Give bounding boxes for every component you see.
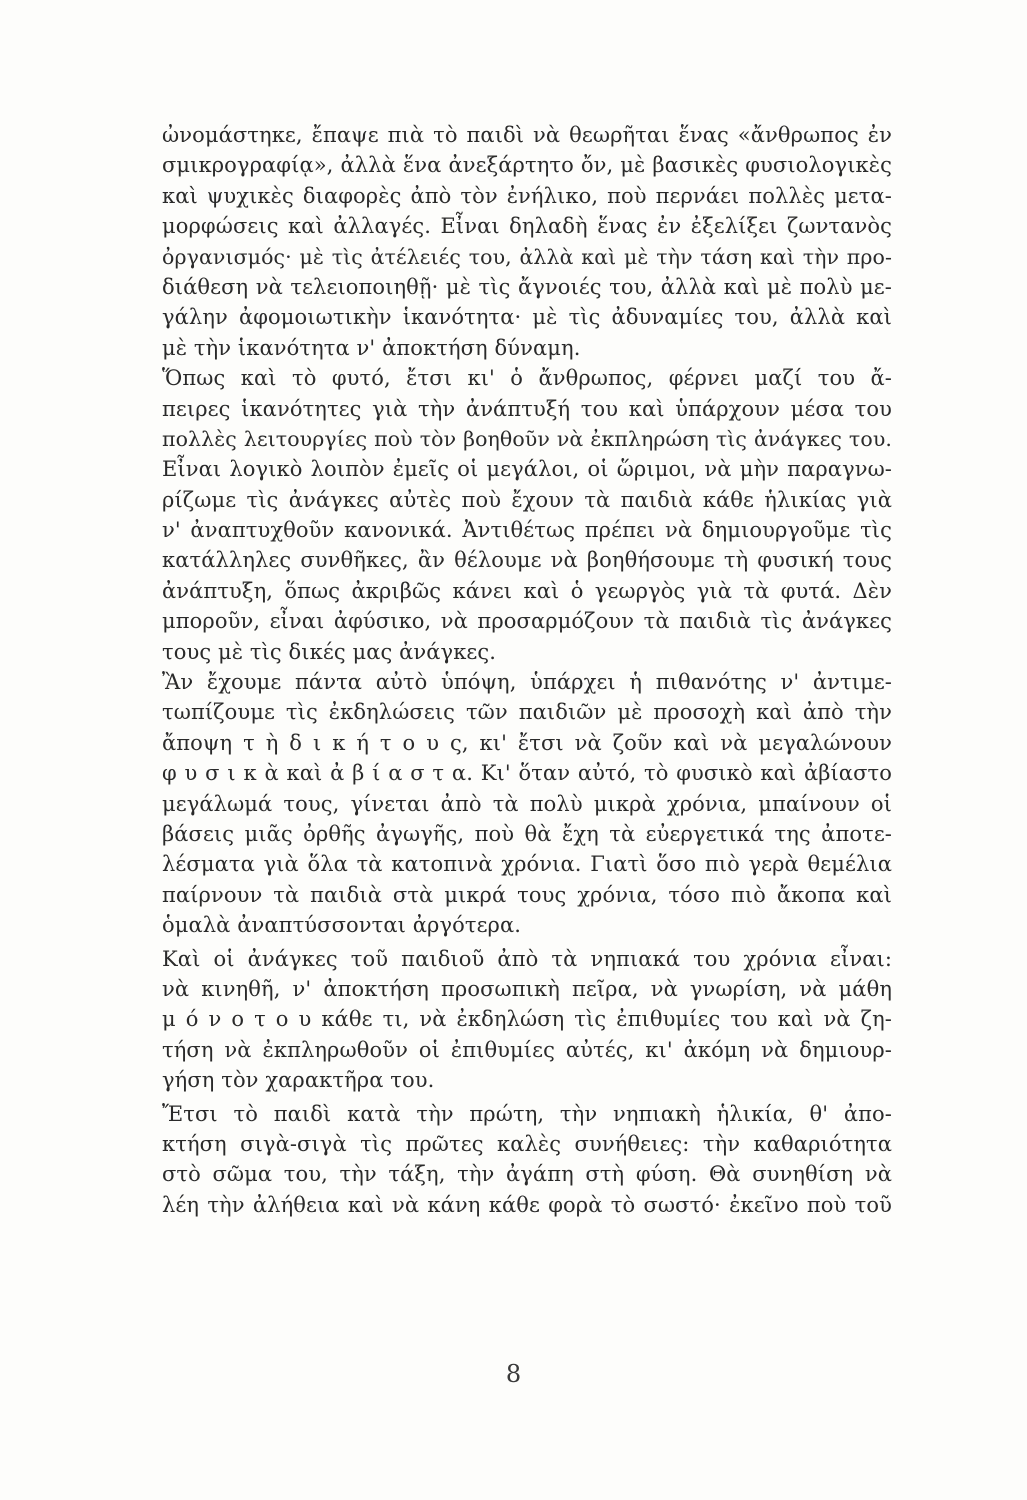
text-line: ὀργανισμός· μὲ τὶς ἀτέλειές του, ἀλλὰ καὶ μὲ τὴν τάση καὶ τὴν προ- [162, 244, 892, 269]
text-line: νὰ κινηθῆ, ν' ἀποκτήση προσωπικὴ πεῖρα, νὰ γνωρίση, νὰ μάθη [162, 976, 892, 1001]
text-line: ν' ἀναπτυχθοῦν κανονικά. Ἀντιθέτως πρέπει νὰ δημιουργοῦμε τὶς [162, 518, 892, 543]
text-line: Ἂν ἔχουμε πάντα αὐτὸ ὑπόψη, ὑπάρχει ἡ πιθανότης ν' ἀντιμε- [162, 670, 892, 695]
text-line: λέη τὴν ἀλήθεια καὶ νὰ κάνη κάθε φορὰ τὸ σωστό· ἐκεῖνο ποὺ τοῦ [162, 1192, 892, 1217]
text-line: ἄποψη τ ὴ δ ι κ ή τ ο υ ς, κι' ἔτσι νὰ ζοῦν καὶ νὰ μεγαλώνουν [162, 730, 892, 755]
text-line: παίρνουν τὰ παιδιὰ στὰ μικρά τους χρόνια, τόσο πιὸ ἄκοπα καὶ [162, 882, 892, 907]
text-line: μεγάλωμά τους, γίνεται ἀπὸ τὰ πολὺ μικρὰ χρόνια, μπαίνουν οἱ [162, 791, 892, 816]
text-line: πειρες ἱκανότητες γιὰ τὴν ἀνάπτυξή του καὶ ὑπάρχουν μέσα του [162, 396, 892, 421]
text-line: Εἶναι λογικὸ λοιπὸν ἐμεῖς οἱ μεγάλοι, οἱ ὥριμοι, νὰ μὴν παραγνω- [162, 457, 892, 482]
text-line: καὶ ψυχικὲς διαφορὲς ἀπὸ τὸν ἐνήλικο, ποὺ περνάει πολλὲς μετα- [162, 183, 892, 208]
text-line: τωπίζουμε τὶς ἐκδηλώσεις τῶν παιδιῶν μὲ προσοχὴ καὶ ἀπὸ τὴν [162, 700, 892, 725]
text-line: φ υ σ ι κ ὰ καὶ ἀ β ί α σ τ α. Κι' ὅταν αὐτό, τὸ φυσικὸ καὶ ἀβίαστο [162, 761, 892, 786]
text-line: ὁμαλὰ ἀναπτύσσονται ἀργότερα. [162, 913, 522, 938]
text-line: βάσεις μιᾶς ὀρθῆς ἀγωγῆς, ποὺ θὰ ἔχη τὰ εὐεργετικά της ἀποτε- [162, 821, 892, 846]
text-line: κτήση σιγὰ-σιγὰ τὶς πρῶτες καλὲς συνήθειες: τὴν καθαριότητα [162, 1131, 892, 1156]
text-line: μποροῦν, εἶναι ἀφύσικο, νὰ προσαρμόζουν τὰ παιδιὰ τὶς ἀνάγκες [162, 609, 892, 634]
text-line: μὲ τὴν ἱκανότητα ν' ἀποκτήση δύναμη. [162, 335, 581, 360]
text-line: γήση τὸν χαρακτῆρα του. [162, 1068, 435, 1093]
text-line: Καὶ οἱ ἀνάγκες τοῦ παιδιοῦ ἀπὸ τὰ νηπιακά του χρόνια εἶναι: [162, 946, 892, 971]
text-line: Ὅπως καὶ τὸ φυτό, ἔτσι κι' ὁ ἄνθρωπος, φέρνει μαζί του ἄ- [162, 366, 892, 391]
text-line: τους μὲ τὶς δικές μας ἀνάγκες. [162, 639, 497, 664]
page-number: 8 [505, 1360, 522, 1388]
text-line: ρίζωμε τὶς ἀνάγκες αὐτὲς ποὺ ἔχουν τὰ παιδιὰ κάθε ἡλικίας γιὰ [162, 487, 892, 512]
text-line: σμικρογραφίᾳ», ἀλλὰ ἕνα ἀνεξάρτητο ὄν, μὲ βασικὲς φυσιολογικὲς [162, 153, 892, 178]
text-line: πολλὲς λειτουργίες ποὺ τὸν βοηθοῦν νὰ ἐκπληρώση τὶς ἀνάγκες του. [162, 426, 892, 451]
text-line: λέσματα γιὰ ὅλα τὰ κατοπινὰ χρόνια. Γιατὶ ὅσο πιὸ γερὰ θεμέλια [162, 852, 892, 877]
text-line: ἀνάπτυξη, ὅπως ἀκριβῶς κάνει καὶ ὁ γεωργὸς γιὰ τὰ φυτά. Δὲν [162, 578, 892, 603]
text-line: διάθεση νὰ τελειοποιηθῇ· μὲ τὶς ἄγνοιές του, ἀλλὰ καὶ μὲ πολὺ με- [162, 274, 892, 299]
text-line: Ἔτσι τὸ παιδὶ κατὰ τὴν πρώτη, τὴν νηπιακὴ ἡλικία, θ' ἀπο- [162, 1101, 892, 1126]
text-line: στὸ σῶμα του, τὴν τάξη, τὴν ἀγάπη στὴ φύση. Θὰ συνηθίση νὰ [162, 1162, 892, 1187]
text-line: μορφώσεις καὶ ἀλλαγές. Εἶναι δηλαδὴ ἕνας ἐν ἐξελίξει ζωντανὸς [162, 214, 892, 239]
text-line: κατάλληλες συνθῆκες, ἂν θέλουμε νὰ βοηθήσουμε τὴ φυσική τους [162, 548, 892, 573]
text-line: τήση νὰ ἐκπληρωθοῦν οἱ ἐπιθυμίες αὐτές, κι' ἀκόμη νὰ δημιουρ- [162, 1037, 892, 1062]
text-line: γάλην ἀφομοιωτικὴν ἱκανότητα· μὲ τὶς ἀδυναμίες του, ἀλλὰ καὶ [162, 305, 892, 330]
body-text [162, 120, 892, 1220]
text-line: μ ό ν ο τ ο υ κάθε τι, νὰ ἐκδηλώση τὶς ἐπιθυμίες του καὶ νὰ ζη- [162, 1007, 892, 1032]
text-line: ὠνομάστηκε, ἔπαψε πιὰ τὸ παιδὶ νὰ θεωρῆται ἕνας «ἄνθρωπος ἐν [162, 123, 892, 147]
